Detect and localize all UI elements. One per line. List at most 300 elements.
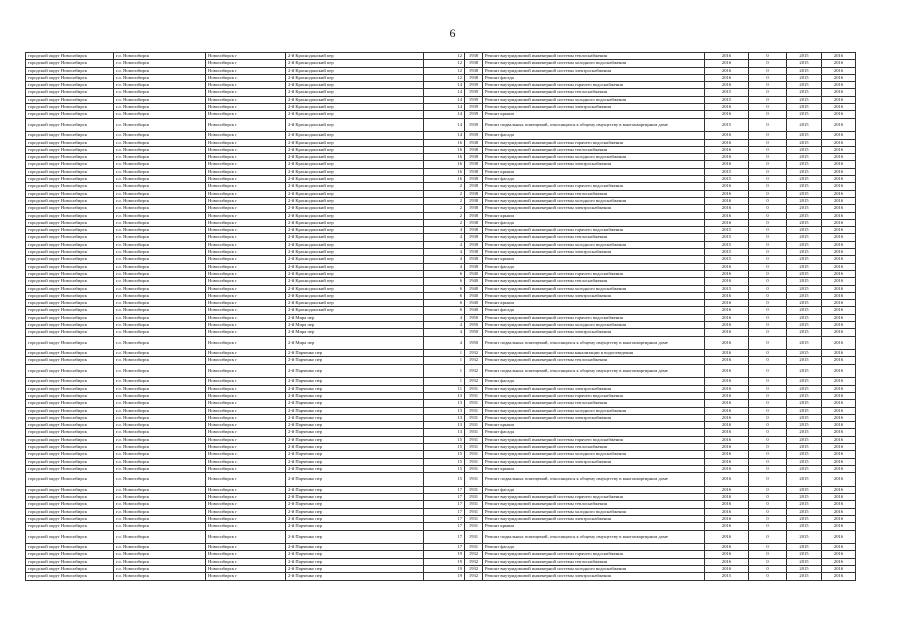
table-row <box>26 530 856 544</box>
table-row <box>26 465 856 472</box>
period-start-cell: 2015 <box>787 523 822 530</box>
table-row <box>26 139 856 146</box>
period-end-cell: 2016 <box>822 256 856 263</box>
period-end-cell: 2016 <box>822 392 856 399</box>
year-built-cell: 1950 <box>465 329 483 336</box>
table-row <box>26 111 856 118</box>
district-cell: г.о. Новосибирск <box>114 566 206 573</box>
planned-year-cell: 2016 <box>705 270 749 277</box>
work-type-cell: Ремонт внутридомовой инженерной системы электроснабжения <box>483 516 705 523</box>
district-cell: г.о. Новосибирск <box>114 392 206 399</box>
district-cell: г.о. Новосибирск <box>114 444 206 451</box>
municipality-cell: городской округ Новосибирск <box>26 219 114 226</box>
city-cell: Новосибирск г <box>206 285 286 292</box>
house-cell: 16 <box>424 176 465 183</box>
table-row <box>26 516 856 523</box>
table-row <box>26 501 856 508</box>
table-row <box>26 350 856 357</box>
year-built-cell: 1931 <box>465 392 483 399</box>
planned-year-cell: 2016 <box>705 530 749 544</box>
city-cell: Новосибирск г <box>206 146 286 153</box>
city-cell: Новосибирск г <box>206 161 286 168</box>
house-cell: 1 <box>424 350 465 357</box>
year-built-cell: 1939 <box>465 111 483 118</box>
table-row <box>26 444 856 451</box>
work-type-cell: Ремонт внутридомовой инженерной системы теплоснабжения <box>483 146 705 153</box>
planned-year-cell: 2016 <box>705 458 749 465</box>
city-cell: Новосибирск г <box>206 516 286 523</box>
work-type-cell: Ремонт подвальных помещений, относящихся к общему имуществу в многоквартирном доме <box>483 530 705 544</box>
district-cell: г.о. Новосибирск <box>114 256 206 263</box>
year-built-cell: 1950 <box>465 321 483 328</box>
cost-cell: 0 <box>749 357 787 364</box>
year-built-cell: 1931 <box>465 407 483 414</box>
city-cell: Новосибирск г <box>206 212 286 219</box>
year-built-cell: 1932 <box>465 357 483 364</box>
cost-cell: 0 <box>749 219 787 226</box>
work-type-cell: Ремонт внутридомовой инженерной системы теплоснабжения <box>483 444 705 451</box>
year-built-cell: 1940 <box>465 292 483 299</box>
street-cell: 2-й Парченко пер <box>286 516 424 523</box>
district-cell: г.о. Новосибирск <box>114 104 206 111</box>
house-cell: 12 <box>424 74 465 81</box>
cost-cell: 0 <box>749 329 787 336</box>
street-cell: 2-й Краснодонский пер <box>286 67 424 74</box>
city-cell: Новосибирск г <box>206 444 286 451</box>
district-cell: г.о. Новосибирск <box>114 558 206 565</box>
year-built-cell: 1938 <box>465 60 483 67</box>
table-row <box>26 161 856 168</box>
municipality-cell: городской округ Новосибирск <box>26 89 114 96</box>
year-built-cell: 1938 <box>465 190 483 197</box>
period-end-cell: 2016 <box>822 364 856 378</box>
period-end-cell: 2016 <box>822 329 856 336</box>
planned-year-cell: 2016 <box>705 523 749 530</box>
period-start-cell: 2015 <box>787 278 822 285</box>
municipality-cell: городской округ Новосибирск <box>26 486 114 493</box>
period-end-cell: 2016 <box>822 486 856 493</box>
year-built-cell: 1938 <box>465 227 483 234</box>
district-cell: г.о. Новосибирск <box>114 458 206 465</box>
period-end-cell: 2016 <box>822 436 856 443</box>
house-cell: 6 <box>424 292 465 299</box>
planned-year-cell: 2016 <box>705 551 749 558</box>
cost-cell: 0 <box>749 501 787 508</box>
table-row <box>26 154 856 161</box>
work-type-cell: Ремонт крыши <box>483 422 705 429</box>
year-built-cell: 1938 <box>465 154 483 161</box>
street-cell: 2-й Краснодонский пер <box>286 278 424 285</box>
street-cell: 2-й Краснодонский пер <box>286 256 424 263</box>
planned-year-cell: 2016 <box>705 486 749 493</box>
year-built-cell: 1938 <box>465 146 483 153</box>
period-start-cell: 2015 <box>787 465 822 472</box>
municipality-cell: городской округ Новосибирск <box>26 256 114 263</box>
house-cell: 6 <box>424 285 465 292</box>
period-end-cell: 2016 <box>822 544 856 551</box>
period-start-cell: 2015 <box>787 67 822 74</box>
work-type-cell: Ремонт внутридомовой инженерной системы электроснабжения <box>483 385 705 392</box>
year-built-cell: 1938 <box>465 212 483 219</box>
district-cell: г.о. Новосибирск <box>114 357 206 364</box>
table-row <box>26 263 856 270</box>
period-start-cell: 2015 <box>787 270 822 277</box>
house-cell: 13 <box>424 422 465 429</box>
planned-year-cell: 2016 <box>705 473 749 487</box>
period-start-cell: 2015 <box>787 227 822 234</box>
municipality-cell: городской округ Новосибирск <box>26 414 114 421</box>
municipality-cell: городской округ Новосибирск <box>26 429 114 436</box>
district-cell: г.о. Новосибирск <box>114 205 206 212</box>
period-start-cell: 2015 <box>787 486 822 493</box>
period-end-cell: 2016 <box>822 566 856 573</box>
planned-year-cell: 2016 <box>705 392 749 399</box>
planned-year-cell: 2016 <box>705 444 749 451</box>
table-row <box>26 566 856 573</box>
cost-cell: 0 <box>749 161 787 168</box>
year-built-cell: 1931 <box>465 422 483 429</box>
period-end-cell: 2016 <box>822 132 856 139</box>
year-built-cell: 1931 <box>465 486 483 493</box>
street-cell: 2-й Краснодонский пер <box>286 241 424 248</box>
district-cell: г.о. Новосибирск <box>114 336 206 350</box>
municipality-cell: городской округ Новосибирск <box>26 176 114 183</box>
city-cell: Новосибирск г <box>206 60 286 67</box>
period-end-cell: 2016 <box>822 414 856 421</box>
district-cell: г.о. Новосибирск <box>114 241 206 248</box>
municipality-cell: городской округ Новосибирск <box>26 190 114 197</box>
table-row <box>26 336 856 350</box>
municipality-cell: городской округ Новосибирск <box>26 154 114 161</box>
municipality-cell: городской округ Новосибирск <box>26 300 114 307</box>
year-built-cell: 1938 <box>465 176 483 183</box>
table-row <box>26 168 856 175</box>
year-built-cell: 1931 <box>465 530 483 544</box>
work-type-cell: Ремонт крыши <box>483 212 705 219</box>
period-start-cell: 2015 <box>787 314 822 321</box>
cost-cell: 0 <box>749 118 787 132</box>
cost-cell: 0 <box>749 530 787 544</box>
table-row <box>26 212 856 219</box>
period-end-cell: 2016 <box>822 407 856 414</box>
period-start-cell: 2015 <box>787 197 822 204</box>
work-type-cell: Ремонт подвальных помещений, относящихся к общему имуществу в многоквартирном доме <box>483 364 705 378</box>
house-cell: 13 <box>424 407 465 414</box>
city-cell: Новосибирск г <box>206 205 286 212</box>
planned-year-cell: 2015 <box>705 256 749 263</box>
cost-cell: 0 <box>749 516 787 523</box>
city-cell: Новосибирск г <box>206 74 286 81</box>
district-cell: г.о. Новосибирск <box>114 161 206 168</box>
cost-cell: 0 <box>749 292 787 299</box>
city-cell: Новосибирск г <box>206 523 286 530</box>
table-row <box>26 523 856 530</box>
planned-year-cell: 2016 <box>705 139 749 146</box>
planned-year-cell: 2016 <box>705 183 749 190</box>
year-built-cell: 1931 <box>465 501 483 508</box>
period-start-cell: 2015 <box>787 300 822 307</box>
house-cell: 14 <box>424 111 465 118</box>
street-cell: 2-й Парченко пер <box>286 378 424 385</box>
year-built-cell: 1938 <box>465 67 483 74</box>
district-cell: г.о. Новосибирск <box>114 516 206 523</box>
work-type-cell: Ремонт крыши <box>483 465 705 472</box>
year-built-cell: 1939 <box>465 89 483 96</box>
cost-cell: 0 <box>749 190 787 197</box>
street-cell: 2-й Краснодонский пер <box>286 53 424 60</box>
period-start-cell: 2015 <box>787 60 822 67</box>
period-end-cell: 2016 <box>822 197 856 204</box>
period-start-cell: 2015 <box>787 573 822 580</box>
municipality-cell: городской округ Новосибирск <box>26 285 114 292</box>
municipality-cell: городской округ Новосибирск <box>26 392 114 399</box>
year-built-cell: 1932 <box>465 551 483 558</box>
table-row <box>26 234 856 241</box>
period-end-cell: 2016 <box>822 96 856 103</box>
work-type-cell: Ремонт внутридомовой инженерной системы горячего водоснабжения <box>483 139 705 146</box>
cost-cell: 0 <box>749 67 787 74</box>
city-cell: Новосибирск г <box>206 82 286 89</box>
year-built-cell: 1938 <box>465 249 483 256</box>
district-cell: г.о. Новосибирск <box>114 385 206 392</box>
municipality-cell: городской округ Новосибирск <box>26 314 114 321</box>
house-cell: 2 <box>424 197 465 204</box>
municipality-cell: городской округ Новосибирск <box>26 544 114 551</box>
period-end-cell: 2016 <box>822 508 856 515</box>
district-cell: г.о. Новосибирск <box>114 270 206 277</box>
street-cell: 2-й Краснодонский пер <box>286 190 424 197</box>
period-end-cell: 2016 <box>822 219 856 226</box>
house-cell: 15 <box>424 444 465 451</box>
period-start-cell: 2015 <box>787 364 822 378</box>
table-row <box>26 364 856 378</box>
year-built-cell: 1938 <box>465 74 483 81</box>
work-type-cell: Ремонт фасада <box>483 263 705 270</box>
table-row <box>26 197 856 204</box>
period-start-cell: 2015 <box>787 285 822 292</box>
period-start-cell: 2015 <box>787 154 822 161</box>
municipality-cell: городской округ Новосибирск <box>26 364 114 378</box>
work-type-cell: Ремонт внутридомовой инженерной системы теплоснабжения <box>483 53 705 60</box>
period-start-cell: 2015 <box>787 146 822 153</box>
municipality-cell: городской округ Новосибирск <box>26 465 114 472</box>
period-start-cell: 2015 <box>787 89 822 96</box>
period-end-cell: 2016 <box>822 154 856 161</box>
street-cell: 2-й Краснодонский пер <box>286 96 424 103</box>
district-cell: г.о. Новосибирск <box>114 378 206 385</box>
period-end-cell: 2016 <box>822 67 856 74</box>
street-cell: 2-й Краснодонский пер <box>286 249 424 256</box>
district-cell: г.о. Новосибирск <box>114 67 206 74</box>
municipality-cell: городской округ Новосибирск <box>26 400 114 407</box>
work-type-cell: Ремонт внутридомовой инженерной системы горячего водоснабжения <box>483 82 705 89</box>
municipality-cell: городской округ Новосибирск <box>26 139 114 146</box>
street-cell: 2-й Краснодонский пер <box>286 74 424 81</box>
cost-cell: 0 <box>749 465 787 472</box>
city-cell: Новосибирск г <box>206 350 286 357</box>
municipality-cell: городской округ Новосибирск <box>26 329 114 336</box>
city-cell: Новосибирск г <box>206 132 286 139</box>
year-built-cell: 1931 <box>465 508 483 515</box>
street-cell: 2-й Парченко пер <box>286 523 424 530</box>
planned-year-cell: 2016 <box>705 104 749 111</box>
house-cell: 14 <box>424 118 465 132</box>
city-cell: Новосибирск г <box>206 104 286 111</box>
house-cell: 4 <box>424 256 465 263</box>
house-cell: 12 <box>424 67 465 74</box>
street-cell: 2-й Краснодонский пер <box>286 183 424 190</box>
cost-cell: 0 <box>749 154 787 161</box>
municipality-cell: городской округ Новосибирск <box>26 146 114 153</box>
work-type-cell: Ремонт внутридомовой инженерной системы холодного водоснабжения <box>483 566 705 573</box>
table-row <box>26 53 856 60</box>
cost-cell: 0 <box>749 249 787 256</box>
cost-cell: 0 <box>749 285 787 292</box>
street-cell: 2-й Мира пер <box>286 336 424 350</box>
cost-cell: 0 <box>749 60 787 67</box>
year-built-cell: 1938 <box>465 219 483 226</box>
house-cell: 6 <box>424 270 465 277</box>
period-start-cell: 2015 <box>787 422 822 429</box>
work-type-cell: Ремонт внутридомовой инженерной системы электроснабжения <box>483 249 705 256</box>
municipality-cell: городской округ Новосибирск <box>26 516 114 523</box>
work-type-cell: Ремонт внутридомовой инженерной системы теплоснабжения <box>483 400 705 407</box>
period-end-cell: 2016 <box>822 558 856 565</box>
table-row <box>26 82 856 89</box>
period-end-cell: 2016 <box>822 530 856 544</box>
year-built-cell: 1931 <box>465 451 483 458</box>
period-start-cell: 2015 <box>787 444 822 451</box>
house-cell: 11 <box>424 385 465 392</box>
municipality-cell: городской округ Новосибирск <box>26 378 114 385</box>
cost-cell: 0 <box>749 422 787 429</box>
municipality-cell: городской округ Новосибирск <box>26 523 114 530</box>
year-built-cell: 1932 <box>465 364 483 378</box>
district-cell: г.о. Новосибирск <box>114 197 206 204</box>
period-end-cell: 2016 <box>822 161 856 168</box>
street-cell: 2-й Краснодонский пер <box>286 300 424 307</box>
table-row <box>26 146 856 153</box>
city-cell: Новосибирск г <box>206 314 286 321</box>
cost-cell: 0 <box>749 132 787 139</box>
work-type-cell: Ремонт фасада <box>483 307 705 314</box>
district-cell: г.о. Новосибирск <box>114 350 206 357</box>
period-end-cell: 2016 <box>822 227 856 234</box>
period-end-cell: 2016 <box>822 74 856 81</box>
table-row <box>26 89 856 96</box>
city-cell: Новосибирск г <box>206 263 286 270</box>
planned-year-cell: 2016 <box>705 314 749 321</box>
cost-cell: 0 <box>749 508 787 515</box>
cost-cell: 0 <box>749 53 787 60</box>
year-built-cell: 1938 <box>465 161 483 168</box>
municipality-cell: городской округ Новосибирск <box>26 385 114 392</box>
district-cell: г.о. Новосибирск <box>114 263 206 270</box>
municipality-cell: городской округ Новосибирск <box>26 161 114 168</box>
municipality-cell: городской округ Новосибирск <box>26 183 114 190</box>
period-start-cell: 2015 <box>787 414 822 421</box>
work-type-cell: Ремонт внутридомовой инженерной системы горячего водоснабжения <box>483 270 705 277</box>
house-cell: 4 <box>424 314 465 321</box>
period-end-cell: 2016 <box>822 378 856 385</box>
cost-cell: 0 <box>749 176 787 183</box>
period-start-cell: 2015 <box>787 451 822 458</box>
work-type-cell: Ремонт фасада <box>483 486 705 493</box>
street-cell: 2-й Парченко пер <box>286 407 424 414</box>
street-cell: 2-й Краснодонский пер <box>286 118 424 132</box>
cost-cell: 0 <box>749 400 787 407</box>
municipality-cell: городской округ Новосибирск <box>26 67 114 74</box>
municipality-cell: городской округ Новосибирск <box>26 336 114 350</box>
period-end-cell: 2016 <box>822 89 856 96</box>
period-end-cell: 2016 <box>822 551 856 558</box>
city-cell: Новосибирск г <box>206 111 286 118</box>
period-end-cell: 2016 <box>822 183 856 190</box>
cost-cell: 0 <box>749 558 787 565</box>
municipality-cell: городской округ Новосибирск <box>26 436 114 443</box>
district-cell: г.о. Новосибирск <box>114 285 206 292</box>
planned-year-cell: 2016 <box>705 400 749 407</box>
district-cell: г.о. Новосибирск <box>114 451 206 458</box>
table-row <box>26 256 856 263</box>
district-cell: г.о. Новосибирск <box>114 154 206 161</box>
year-built-cell: 1931 <box>465 400 483 407</box>
house-cell: 4 <box>424 336 465 350</box>
cost-cell: 0 <box>749 392 787 399</box>
year-built-cell: 1939 <box>465 104 483 111</box>
work-type-cell: Ремонт фасада <box>483 378 705 385</box>
municipality-cell: городской округ Новосибирск <box>26 205 114 212</box>
house-cell: 17 <box>424 494 465 501</box>
work-type-cell: Ремонт внутридомовой инженерной системы горячего водоснабжения <box>483 551 705 558</box>
table-row <box>26 104 856 111</box>
house-cell: 19 <box>424 551 465 558</box>
street-cell: 2-й Парченко пер <box>286 392 424 399</box>
district-cell: г.о. Новосибирск <box>114 183 206 190</box>
table-row <box>26 473 856 487</box>
period-start-cell: 2015 <box>787 378 822 385</box>
street-cell: 2-й Парченко пер <box>286 501 424 508</box>
work-type-cell: Ремонт фасада <box>483 429 705 436</box>
street-cell: 2-й Парченко пер <box>286 551 424 558</box>
street-cell: 2-й Краснодонский пер <box>286 270 424 277</box>
planned-year-cell: 2016 <box>705 278 749 285</box>
period-start-cell: 2015 <box>787 263 822 270</box>
district-cell: г.о. Новосибирск <box>114 544 206 551</box>
street-cell: 2-й Краснодонский пер <box>286 285 424 292</box>
district-cell: г.о. Новосибирск <box>114 400 206 407</box>
city-cell: Новосибирск г <box>206 256 286 263</box>
cost-cell: 0 <box>749 241 787 248</box>
period-end-cell: 2016 <box>822 400 856 407</box>
cost-cell: 0 <box>749 227 787 234</box>
street-cell: 2-й Краснодонский пер <box>286 307 424 314</box>
period-end-cell: 2016 <box>822 285 856 292</box>
city-cell: Новосибирск г <box>206 67 286 74</box>
house-cell: 2 <box>424 205 465 212</box>
house-cell: 19 <box>424 558 465 565</box>
municipality-cell: городской округ Новосибирск <box>26 501 114 508</box>
cost-cell: 0 <box>749 146 787 153</box>
period-start-cell: 2015 <box>787 400 822 407</box>
city-cell: Новосибирск г <box>206 566 286 573</box>
city-cell: Новосибирск г <box>206 336 286 350</box>
cost-cell: 0 <box>749 183 787 190</box>
planned-year-cell: 2016 <box>705 190 749 197</box>
street-cell: 2-й Парченко пер <box>286 385 424 392</box>
street-cell: 2-й Краснодонский пер <box>286 263 424 270</box>
house-cell: 17 <box>424 508 465 515</box>
